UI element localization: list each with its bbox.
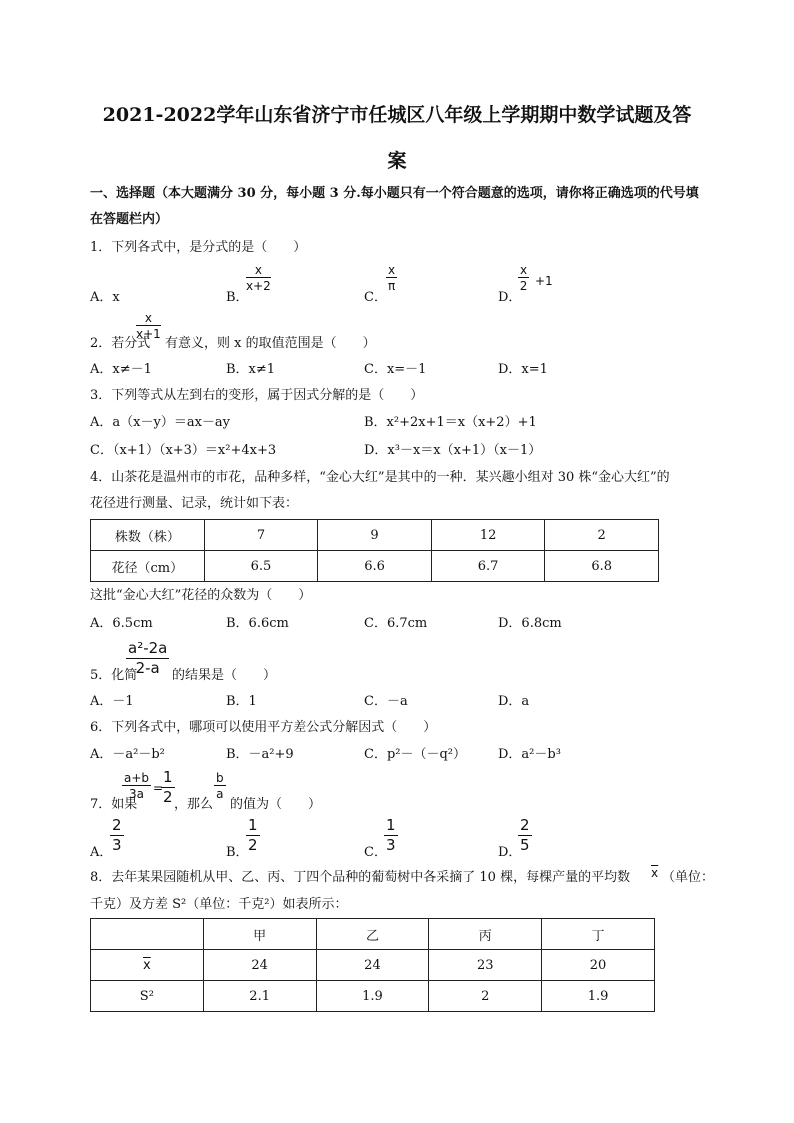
- q7-fraction-1: [122, 772, 151, 800]
- q4-stem-line-1: 4．山茶花是温州市的市花，品种多样，“金心大红”是其中的一种．某兴趣小组对 30 株“金心大红”的: [90, 470, 670, 485]
- q4-cell: 6.8: [545, 551, 659, 582]
- q4-cell: 6.7: [431, 551, 545, 582]
- section-heading-line-2: 在答题栏内）: [90, 212, 169, 227]
- q1-option-d-label: D．: [498, 290, 522, 305]
- q7-a-numerator: 2: [112, 816, 122, 834]
- q2-option-d: D．x=1: [498, 362, 548, 377]
- q4-option-c: C．6.7cm: [364, 616, 428, 631]
- q7-option-b-label: B．: [226, 845, 249, 860]
- q1-b-numerator: x: [246, 264, 271, 278]
- q3-option-d: D．x³－x＝x（x+1）（x－1）: [364, 443, 542, 458]
- q8-cell: 乙: [316, 919, 429, 950]
- q8-cell: 1.9: [542, 981, 655, 1012]
- q1-option-b-fraction: [246, 264, 271, 292]
- q4-option-d: D．6.8cm: [498, 616, 562, 631]
- q4-stem-line-2: 花径进行测量、记录，统计如下表：: [90, 496, 299, 511]
- q2-prefix: 2．若分式: [90, 336, 151, 351]
- q2-option-a: A．x≠－1: [90, 362, 152, 377]
- q3-option-a: A．a（x－y）＝ax－ay: [90, 415, 230, 430]
- q8-cell: $\overline{x}$: [91, 950, 204, 981]
- q8-cell: 23: [429, 950, 542, 981]
- q7-option-b-fraction: [246, 818, 260, 853]
- q7-d-numerator: 2: [520, 816, 530, 834]
- document-title-line-1: 2021-2022学年山东省济宁市任城区八年级上学期期中数学试题及答: [102, 104, 692, 126]
- q8-cell: 2: [429, 981, 542, 1012]
- q6-stem: 6．下列各式中，哪项可以使用平方差公式分解因式（ ）: [90, 720, 437, 735]
- q8-cell: [91, 919, 204, 950]
- q7-c-denominator: 3: [386, 836, 396, 854]
- q6-option-c: C．p²－（－q²）: [364, 747, 467, 762]
- q6-option-a: A．－a²－b²: [90, 747, 165, 762]
- q1-b-denominator: x+2: [246, 279, 271, 293]
- q8-cell: 1.9: [316, 981, 429, 1012]
- q8-stem-line-1-tail: （单位：: [662, 870, 715, 885]
- q7-c-numerator: 1: [386, 816, 396, 834]
- q5-fraction: [126, 641, 169, 676]
- q8-table-row-mean: [91, 950, 655, 981]
- q7-b-numerator: 1: [248, 816, 258, 834]
- q7-fraction-2: [161, 770, 175, 805]
- q8-stem-line-2: 千克）及方差 S²（单位：千克²）如表所示：: [90, 897, 348, 912]
- q8-table-header-row: [91, 919, 655, 950]
- q1-d-numerator: x: [520, 263, 528, 277]
- q4-table-row-count: [91, 520, 659, 551]
- q2-fraction: [136, 312, 161, 340]
- q7-f2-denominator: 2: [163, 788, 173, 806]
- q8-mean-symbol: $\overline{x}$: [651, 866, 659, 880]
- q7-mid: ，那么: [174, 797, 214, 812]
- q4-cell: 7: [204, 520, 318, 551]
- q7-f1-numerator: a+b: [124, 771, 150, 785]
- q8-stem-line-1: 8．去年某果园随机从甲、乙、丙、丁四个品种的葡萄树中各采摘了 10 棵，每棵产量的平均数: [90, 870, 631, 885]
- q1-option-c-fraction: [386, 264, 397, 292]
- q7-a-denominator: 3: [112, 836, 122, 854]
- q3-stem: 3．下列等式从左到右的变形，属于因式分解的是（ ）: [90, 388, 424, 403]
- q4-cell: 12: [431, 520, 545, 551]
- q7-f3-numerator: b: [216, 771, 224, 785]
- q1-c-denominator: π: [387, 279, 396, 293]
- q5-prefix: 5．化简: [90, 668, 138, 683]
- q7-b-denominator: 2: [248, 836, 258, 854]
- q7-option-c-label: C．: [364, 845, 387, 860]
- q5-option-b: B．1: [226, 694, 257, 709]
- q7-option-a-fraction: [110, 818, 124, 853]
- q1-option-c-label: C．: [364, 290, 387, 305]
- q8-cell: 2.1: [203, 981, 316, 1012]
- q1-stem: 1．下列各式中，是分式的是（ ）: [90, 240, 307, 255]
- q7-f1-denominator: 3a: [129, 787, 145, 801]
- q2-option-b: B．x≠1: [226, 362, 276, 377]
- q5-numerator: a²-2a: [128, 639, 168, 657]
- q5-option-d: D．a: [498, 694, 530, 709]
- q1-option-b-label: B．: [226, 290, 249, 305]
- q1-c-numerator: x: [388, 263, 396, 277]
- q2-denominator: x+1: [136, 327, 161, 341]
- q7-equals: =: [153, 781, 164, 795]
- q3-option-b: B．x²+2x+1＝x（x+2）+1: [364, 415, 537, 430]
- q8-cell: 24: [203, 950, 316, 981]
- q7-option-d-label: D．: [498, 845, 522, 860]
- q4-table-row-diameter: [91, 551, 659, 582]
- q8-data-table: [90, 918, 655, 1012]
- q1-d-denominator: 2: [519, 279, 528, 293]
- q1-option-a: A．x: [90, 290, 120, 305]
- q8-cell: 甲: [203, 919, 316, 950]
- q4-data-table: [90, 519, 659, 582]
- q7-option-d-fraction: [518, 818, 532, 853]
- q2-option-c: C．x=－1: [364, 362, 427, 377]
- q1-option-d-fraction: [518, 264, 529, 292]
- q8-cell: 丁: [542, 919, 655, 950]
- q8-cell: 20: [542, 950, 655, 981]
- document-title-line-2: 案: [387, 150, 407, 172]
- q8-table-row-variance: [91, 981, 655, 1012]
- q4-cell: 株数（株）: [91, 520, 205, 551]
- q6-option-b: B．－a²+9: [226, 747, 294, 762]
- q4-question: 这批“金心大红”花径的众数为（ ）: [90, 588, 312, 603]
- q4-cell: 6.6: [318, 551, 432, 582]
- section-heading-line-1: 一、选择题（本大题满分 30 分，每小题 3 分.每小题只有一个符合题意的选项，请你将正确选项的代号填: [90, 186, 699, 201]
- q2-suffix: 有意义，则 x 的取值范围是（ ）: [165, 336, 376, 351]
- q8-cell: 24: [316, 950, 429, 981]
- q8-cell: 丙: [429, 919, 542, 950]
- q8-cell: S²: [91, 981, 204, 1012]
- q2-numerator: x: [136, 312, 161, 326]
- q7-f3-denominator: a: [216, 787, 224, 801]
- q5-suffix: 的结果是（ ）: [172, 668, 277, 683]
- q7-option-c-fraction: [384, 818, 398, 853]
- q7-d-denominator: 5: [520, 836, 530, 854]
- q7-prefix: 7．如果: [90, 797, 138, 812]
- q5-option-c: C．－a: [364, 694, 408, 709]
- q7-fraction-3: [214, 772, 226, 800]
- q5-option-a: A．－1: [90, 694, 134, 709]
- q3-option-c: C．（x+1）（x+3）＝x²+4x+3: [90, 443, 277, 458]
- q4-option-a: A．6.5cm: [90, 616, 153, 631]
- q4-cell: 2: [545, 520, 659, 551]
- q4-cell: 6.5: [204, 551, 318, 582]
- q4-cell: 9: [318, 520, 432, 551]
- q4-cell: 花径（cm）: [91, 551, 205, 582]
- q1-d-suffix: +1: [535, 274, 553, 288]
- q5-denominator: 2-a: [135, 659, 160, 677]
- q6-option-d: D．a²－b³: [498, 747, 561, 762]
- q7-option-a-label: A．: [90, 845, 113, 860]
- q7-f2-numerator: 1: [163, 768, 173, 786]
- q4-option-b: B．6.6cm: [226, 616, 289, 631]
- q7-suffix: 的值为（ ）: [230, 797, 322, 812]
